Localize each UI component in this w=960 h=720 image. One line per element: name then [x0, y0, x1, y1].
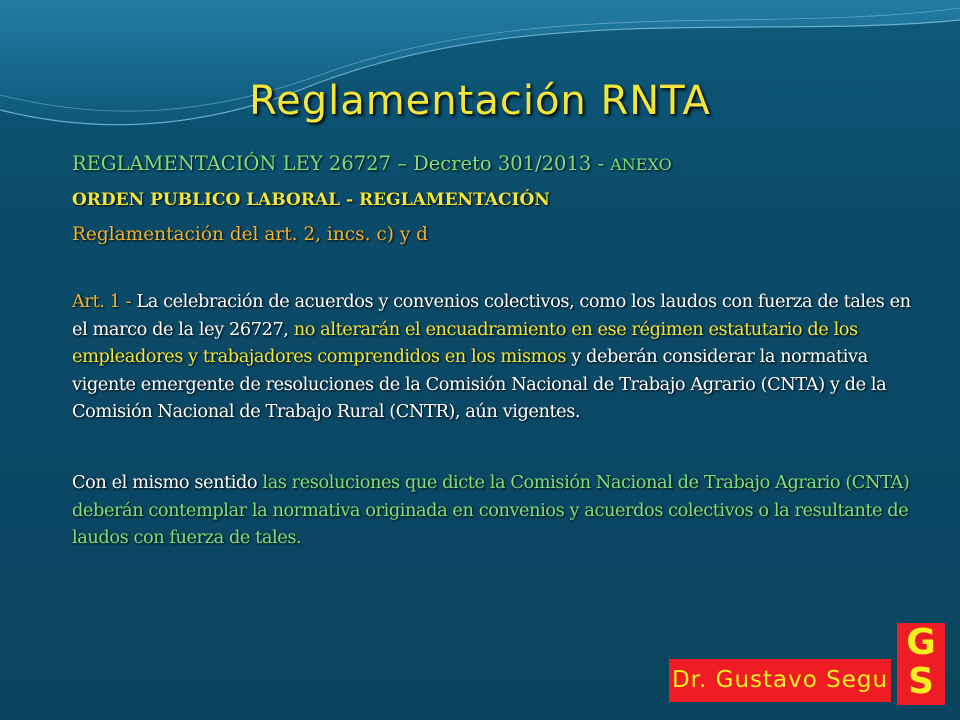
heading-decree: [72, 152, 672, 175]
article-1-paragraph: [72, 288, 920, 426]
logo-letter-g: G: [906, 622, 936, 663]
slide-title: Reglamentación RNTA: [249, 78, 711, 124]
heading-article-reference: Reglamentación del art. 2, incs. c) y d: [72, 224, 429, 245]
second-paragraph: [72, 469, 920, 552]
heading-public-order: ORDEN PUBLICO LABORAL - REGLAMENTACIÓN: [72, 190, 550, 210]
article-1-text-a: La celebración de acuerdos y convenios colectivos, como los laudos con fuerza de tales en el marco de la ley 26727,: [72, 291, 911, 340]
article-1-lead: Art. 1 -: [72, 291, 137, 312]
heading-decree-annex: ANEXO: [610, 155, 672, 174]
article-1-text-b: no alterarán el encuadramiento en ese régimen estatutario de los empleadores y trabajadores comprendidos en los mismos: [72, 318, 858, 367]
second-paragraph-lead: Con el mismo sentido: [72, 472, 258, 493]
second-paragraph-text: las resoluciones que dicte la Comisión Nacional de Trabajo Agrario (CNTA) deberán contemplar la normativa originada en convenios y acuerdos colectivos o la resultante de laudos con fuerza de tales.: [72, 472, 910, 548]
logo-letter-s: S: [908, 661, 934, 702]
author-name-badge: Dr. Gustavo Segu: [669, 659, 891, 702]
gs-logo: [897, 623, 945, 705]
heading-decree-main: REGLAMENTACIÓN LEY 26727 – Decreto 301/2013 -: [72, 152, 611, 175]
article-1-text-c: y deberán considerar la normativa vigente emergente de resoluciones de la Comisión Nacional de Trabajo Agrario (CNTA) y de la Comisión Nacional de Trabajo Rural (CNTR), aún vigentes.: [72, 346, 887, 422]
